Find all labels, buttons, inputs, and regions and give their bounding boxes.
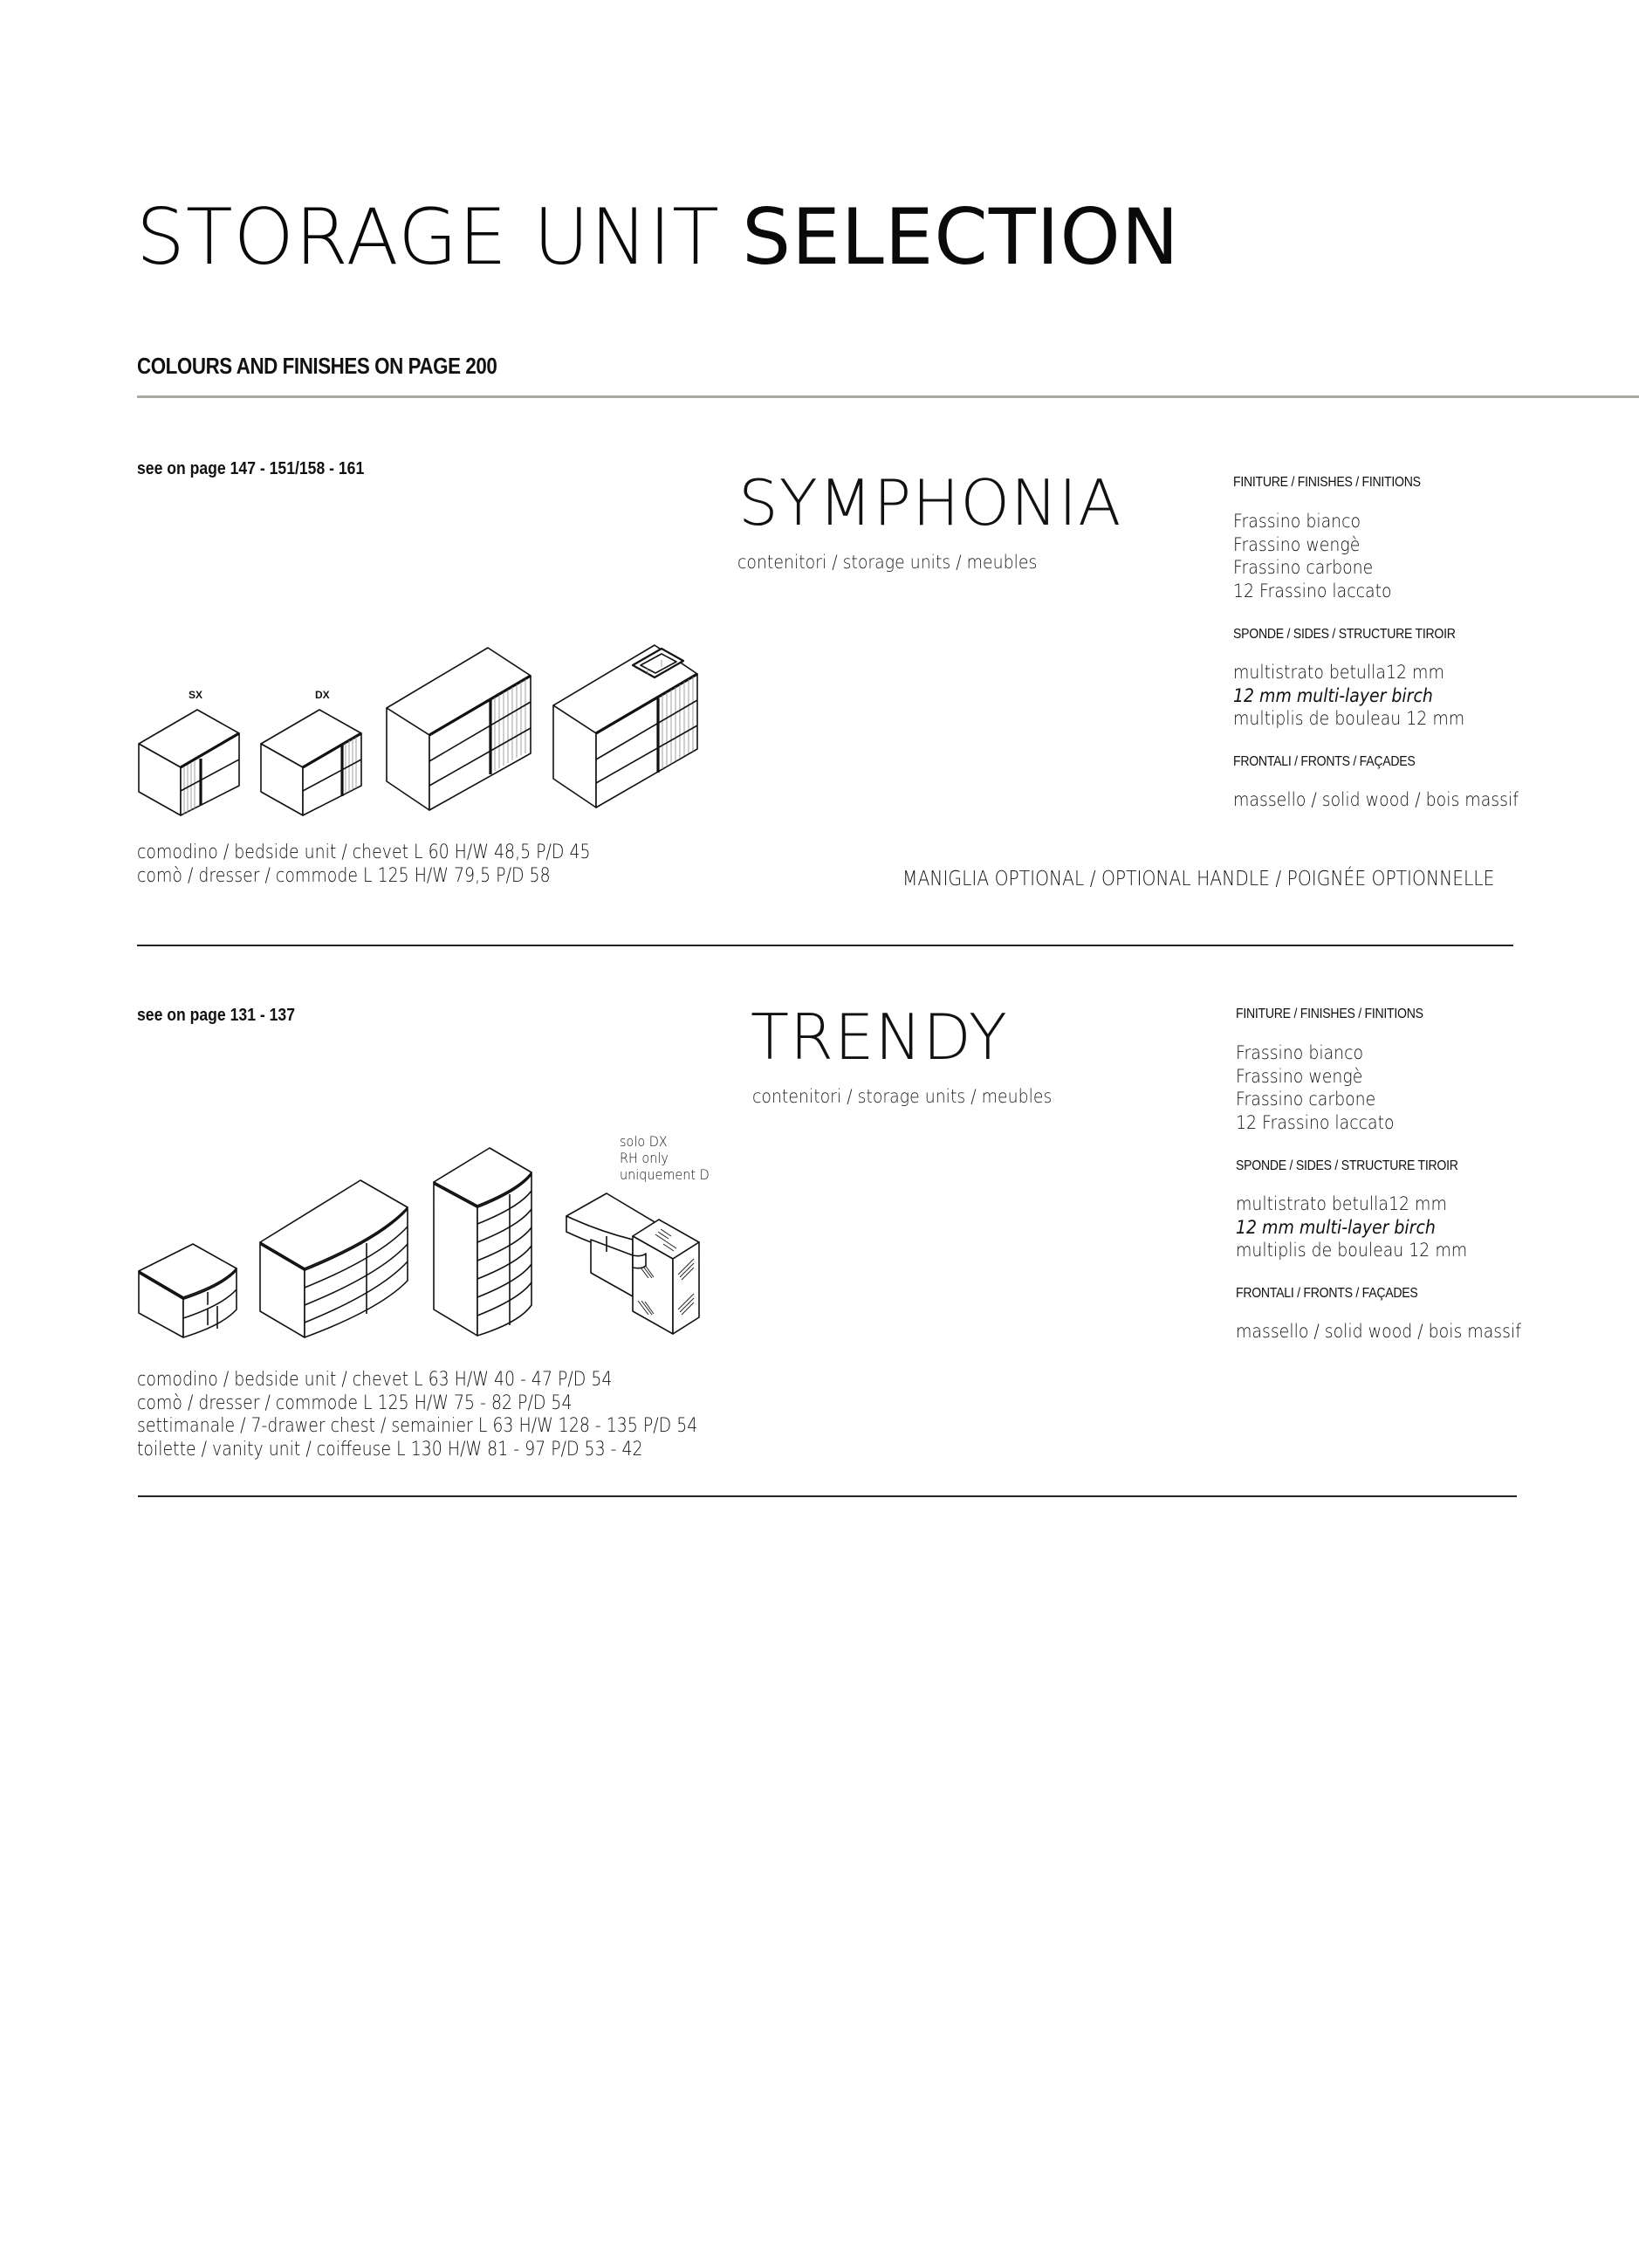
vanity-tower	[633, 1220, 699, 1334]
section-divider	[137, 945, 1513, 946]
fronts-value: massello / solid wood / bois massif	[1233, 789, 1519, 810]
trendy-dresser-drawing	[257, 1179, 415, 1340]
sides-item: 12 mm multi-layer birch	[1233, 684, 1433, 706]
finish-item: Frassino carbone	[1236, 1089, 1376, 1110]
colours-finishes-note: COLOURS AND FINISHES ON PAGE 200	[137, 353, 497, 379]
sides-item: 12 mm multi-layer birch	[1236, 1216, 1436, 1238]
finish-item: 12 Frassino laccato	[1233, 580, 1392, 601]
fronts-header: FRONTALI / FRONTS / FAÇADES	[1236, 1286, 1418, 1301]
fronts-header: FRONTALI / FRONTS / FAÇADES	[1233, 754, 1416, 769]
see-on-page-reference: see on page 147 - 151/158 - 161	[137, 459, 365, 478]
sides-item: multiplis de bouleau 12 mm	[1233, 708, 1465, 729]
sides-list	[1236, 1192, 1467, 1262]
trendy-bedside-drawing	[135, 1240, 249, 1340]
finish-item: Frassino bianco	[1236, 1042, 1364, 1063]
symphonia-dresser-drawing	[384, 655, 541, 821]
page-title-bold: SELECTION	[742, 192, 1180, 282]
dimension-row: toilette / vanity unit / coiffeuse L 130 H/W 81 - 97 P/D 53 - 42	[137, 1438, 643, 1460]
product-name: TRENDY	[751, 1000, 1008, 1074]
finishes-header: FINITURE / FINISHES / FINITIONS	[1233, 475, 1421, 490]
dimensions-list	[137, 842, 591, 888]
left-face	[434, 1182, 477, 1336]
sides-list	[1233, 661, 1464, 731]
dimension-row: comodino / bedside unit / chevet L 60 H/W 48,5 P/D 45	[137, 842, 591, 863]
vanity-rh-only-note	[620, 1133, 710, 1183]
header-divider	[137, 395, 1639, 398]
trendy-7-drawer-chest-drawing	[432, 1144, 545, 1340]
product-subtitle: contenitori / storage units / meubles	[752, 1086, 1053, 1107]
note-line: uniquement D	[620, 1166, 710, 1183]
finish-item: 12 Frassino laccato	[1236, 1111, 1395, 1133]
finishes-header: FINITURE / FINISHES / FINITIONS	[1236, 1007, 1423, 1021]
see-on-page-reference: see on page 131 - 137	[137, 1006, 295, 1025]
finishes-list	[1236, 1041, 1395, 1134]
dimension-row: comodino / bedside unit / chevet L 63 H/W 40 - 47 P/D 54	[137, 1369, 613, 1391]
finishes-list	[1233, 510, 1392, 602]
dimensions-list	[137, 1369, 697, 1461]
page-title	[136, 194, 1180, 281]
symphonia-dresser-sink-drawing	[550, 650, 707, 821]
product-name: SYMPHONIA	[738, 466, 1122, 540]
note-line: RH only	[620, 1150, 669, 1166]
fronts-value: massello / solid wood / bois massif	[1236, 1321, 1521, 1342]
page-title-light: STORAGE UNIT	[136, 192, 720, 282]
label-sx: SX	[189, 689, 203, 701]
sides-item: multistrato betulla12 mm	[1233, 662, 1444, 683]
optional-handle-note: MANIGLIA OPTIONAL / OPTIONAL HANDLE / POIGNÉE OPTIONNELLE	[902, 868, 1495, 890]
sides-item: multistrato betulla12 mm	[1236, 1193, 1447, 1214]
symphonia-bedside-sx-drawing	[131, 698, 253, 821]
dimension-row: comò / dresser / commode L 125 H/W 79,5 P/D 58	[137, 864, 551, 887]
symphonia-bedside-dx-drawing	[253, 698, 375, 821]
label-dx: DX	[315, 689, 330, 701]
product-subtitle: contenitori / storage units / meubles	[737, 552, 1038, 573]
tower-right	[673, 1242, 699, 1334]
note-line: solo DX	[620, 1133, 668, 1150]
sides-header: SPONDE / SIDES / STRUCTURE TIROIR	[1233, 627, 1456, 642]
finish-item: Frassino wengè	[1233, 533, 1361, 555]
sides-item: multiplis de bouleau 12 mm	[1236, 1240, 1468, 1261]
desk-drawer-pull	[633, 1254, 646, 1268]
section-divider	[138, 1495, 1517, 1497]
trendy-vanity-drawing	[563, 1179, 720, 1336]
finish-item: Frassino wengè	[1236, 1065, 1363, 1087]
finish-item: Frassino carbone	[1233, 557, 1374, 578]
sides-header: SPONDE / SIDES / STRUCTURE TIROIR	[1236, 1158, 1458, 1173]
dimension-row: settimanale / 7-drawer chest / semainier L 63 H/W 128 - 135 P/D 54	[137, 1415, 698, 1437]
finish-item: Frassino bianco	[1233, 511, 1361, 532]
dimension-row: comò / dresser / commode L 125 H/W 75 - 82 P/D 54	[137, 1392, 573, 1414]
